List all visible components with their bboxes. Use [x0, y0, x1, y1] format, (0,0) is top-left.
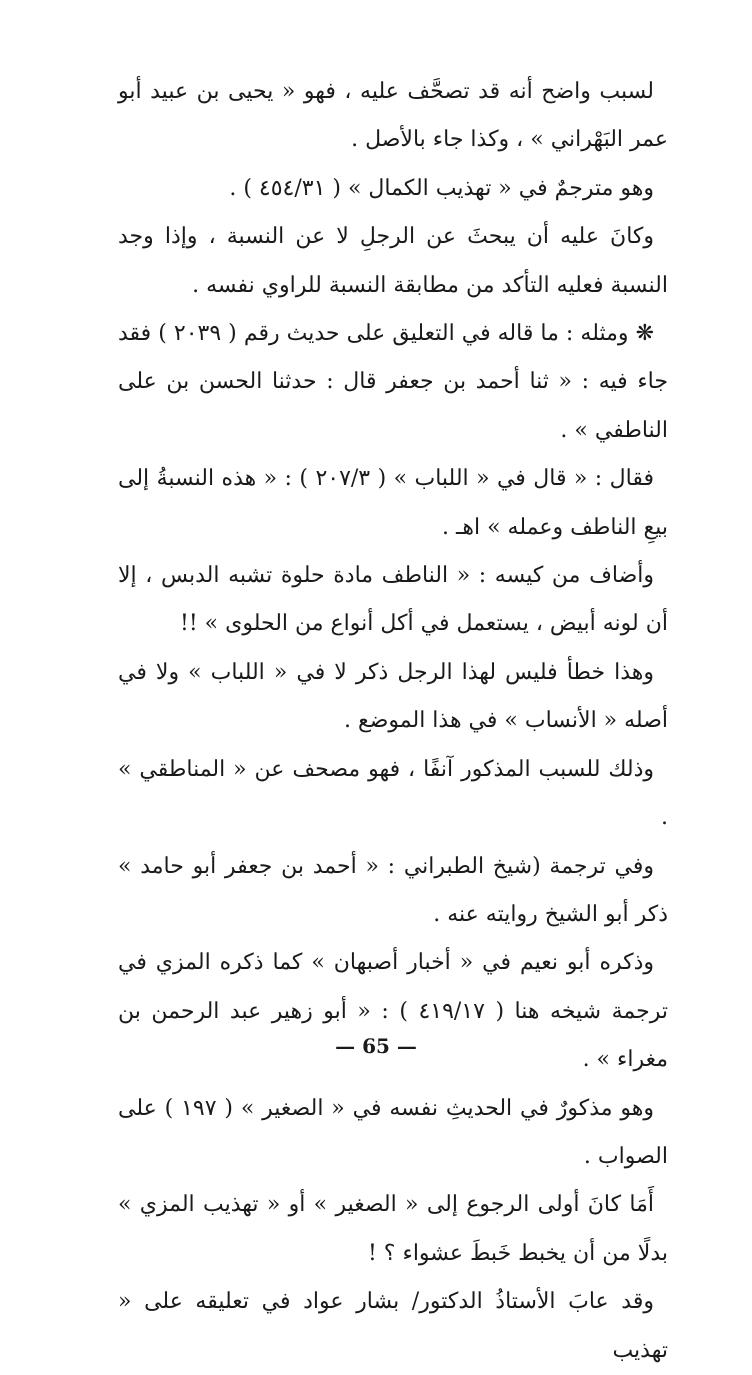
paragraph: فقال : « قال في « اللباب » ( ٢٠٧/٣ ) : « هذه النسبةُ إلى بيعِ الناطف وعمله » اهـ . [118, 466, 668, 540]
paragraph: أَمَا كانَ أولى الرجوع إلى « الصغير » أو « تهذيب المزي » بدلًا من أن يخبط خَبطَ عشواء ؟ ! [118, 1192, 668, 1266]
paragraph: وفي ترجمة (شيخ الطبراني : « أحمد بن جعفر أبو حامد » ذكر أبو الشيخ روايته عنه . [118, 853, 668, 927]
paragraph: ❋ ومثله : ما قاله في التعليق على حديث رقم ( ٢٠٣٩ ) فقد جاء فيه : « ثنا أحمد بن جعفر قال : حدثنا الحسن بن على الناطفي » . [118, 321, 668, 443]
paragraph: وذكره أبو نعيم في « أخبار أصبهان » كما ذكره المزي في ترجمة شيخه هنا ( ٤١٩/١٧ ) : « أبو زهير عبد الرحمن بن مغراء » . [118, 950, 668, 1073]
paragraph: وقد عابَ الأستاذُ الدكتور/ بشار عواد في تعليقه على « تهذيب [118, 1289, 668, 1363]
paragraph: وهذا خطأ فليس لهذا الرجل ذكر لا في « اللباب » ولا في أصله « الأنساب » في هذا الموضع . [118, 659, 668, 734]
paragraph: وهو مترجمٌ في « تهذيب الكمال » ( ٤٥٤/٣١ ) . [229, 175, 654, 201]
paragraph: وأضاف من كيسه : « الناطف مادة حلوة تشبه الدبس ، إلا أن لونه أبيض ، يستعمل في أكل أنواع من الحلوى » !! [118, 563, 668, 637]
body-text [118, 68, 668, 1375]
paragraph: لسبب واضح أنه قد تصحَّف عليه ، فهو « يحيى بن عبيد أبو عمر البَهْراني » ، وكذا جاء بالأصل . [118, 79, 668, 153]
paragraph: وذلك للسبب المذكور آنفًا ، فهو مصحف عن « المناطقي » . [118, 756, 668, 831]
page-number: — 65 — [335, 1034, 417, 1058]
paragraph: وكانَ عليه أن يبحثَ عن الرجلِ لا عن النسبة ، وإذا وجد النسبة فعليه التأكد من مطابقة النسبة للراوي نفسه . [118, 224, 668, 298]
paragraph: وهو مذكورٌ في الحديثِ نفسه في « الصغير » ( ١٩٧ ) على الصواب . [118, 1095, 668, 1169]
